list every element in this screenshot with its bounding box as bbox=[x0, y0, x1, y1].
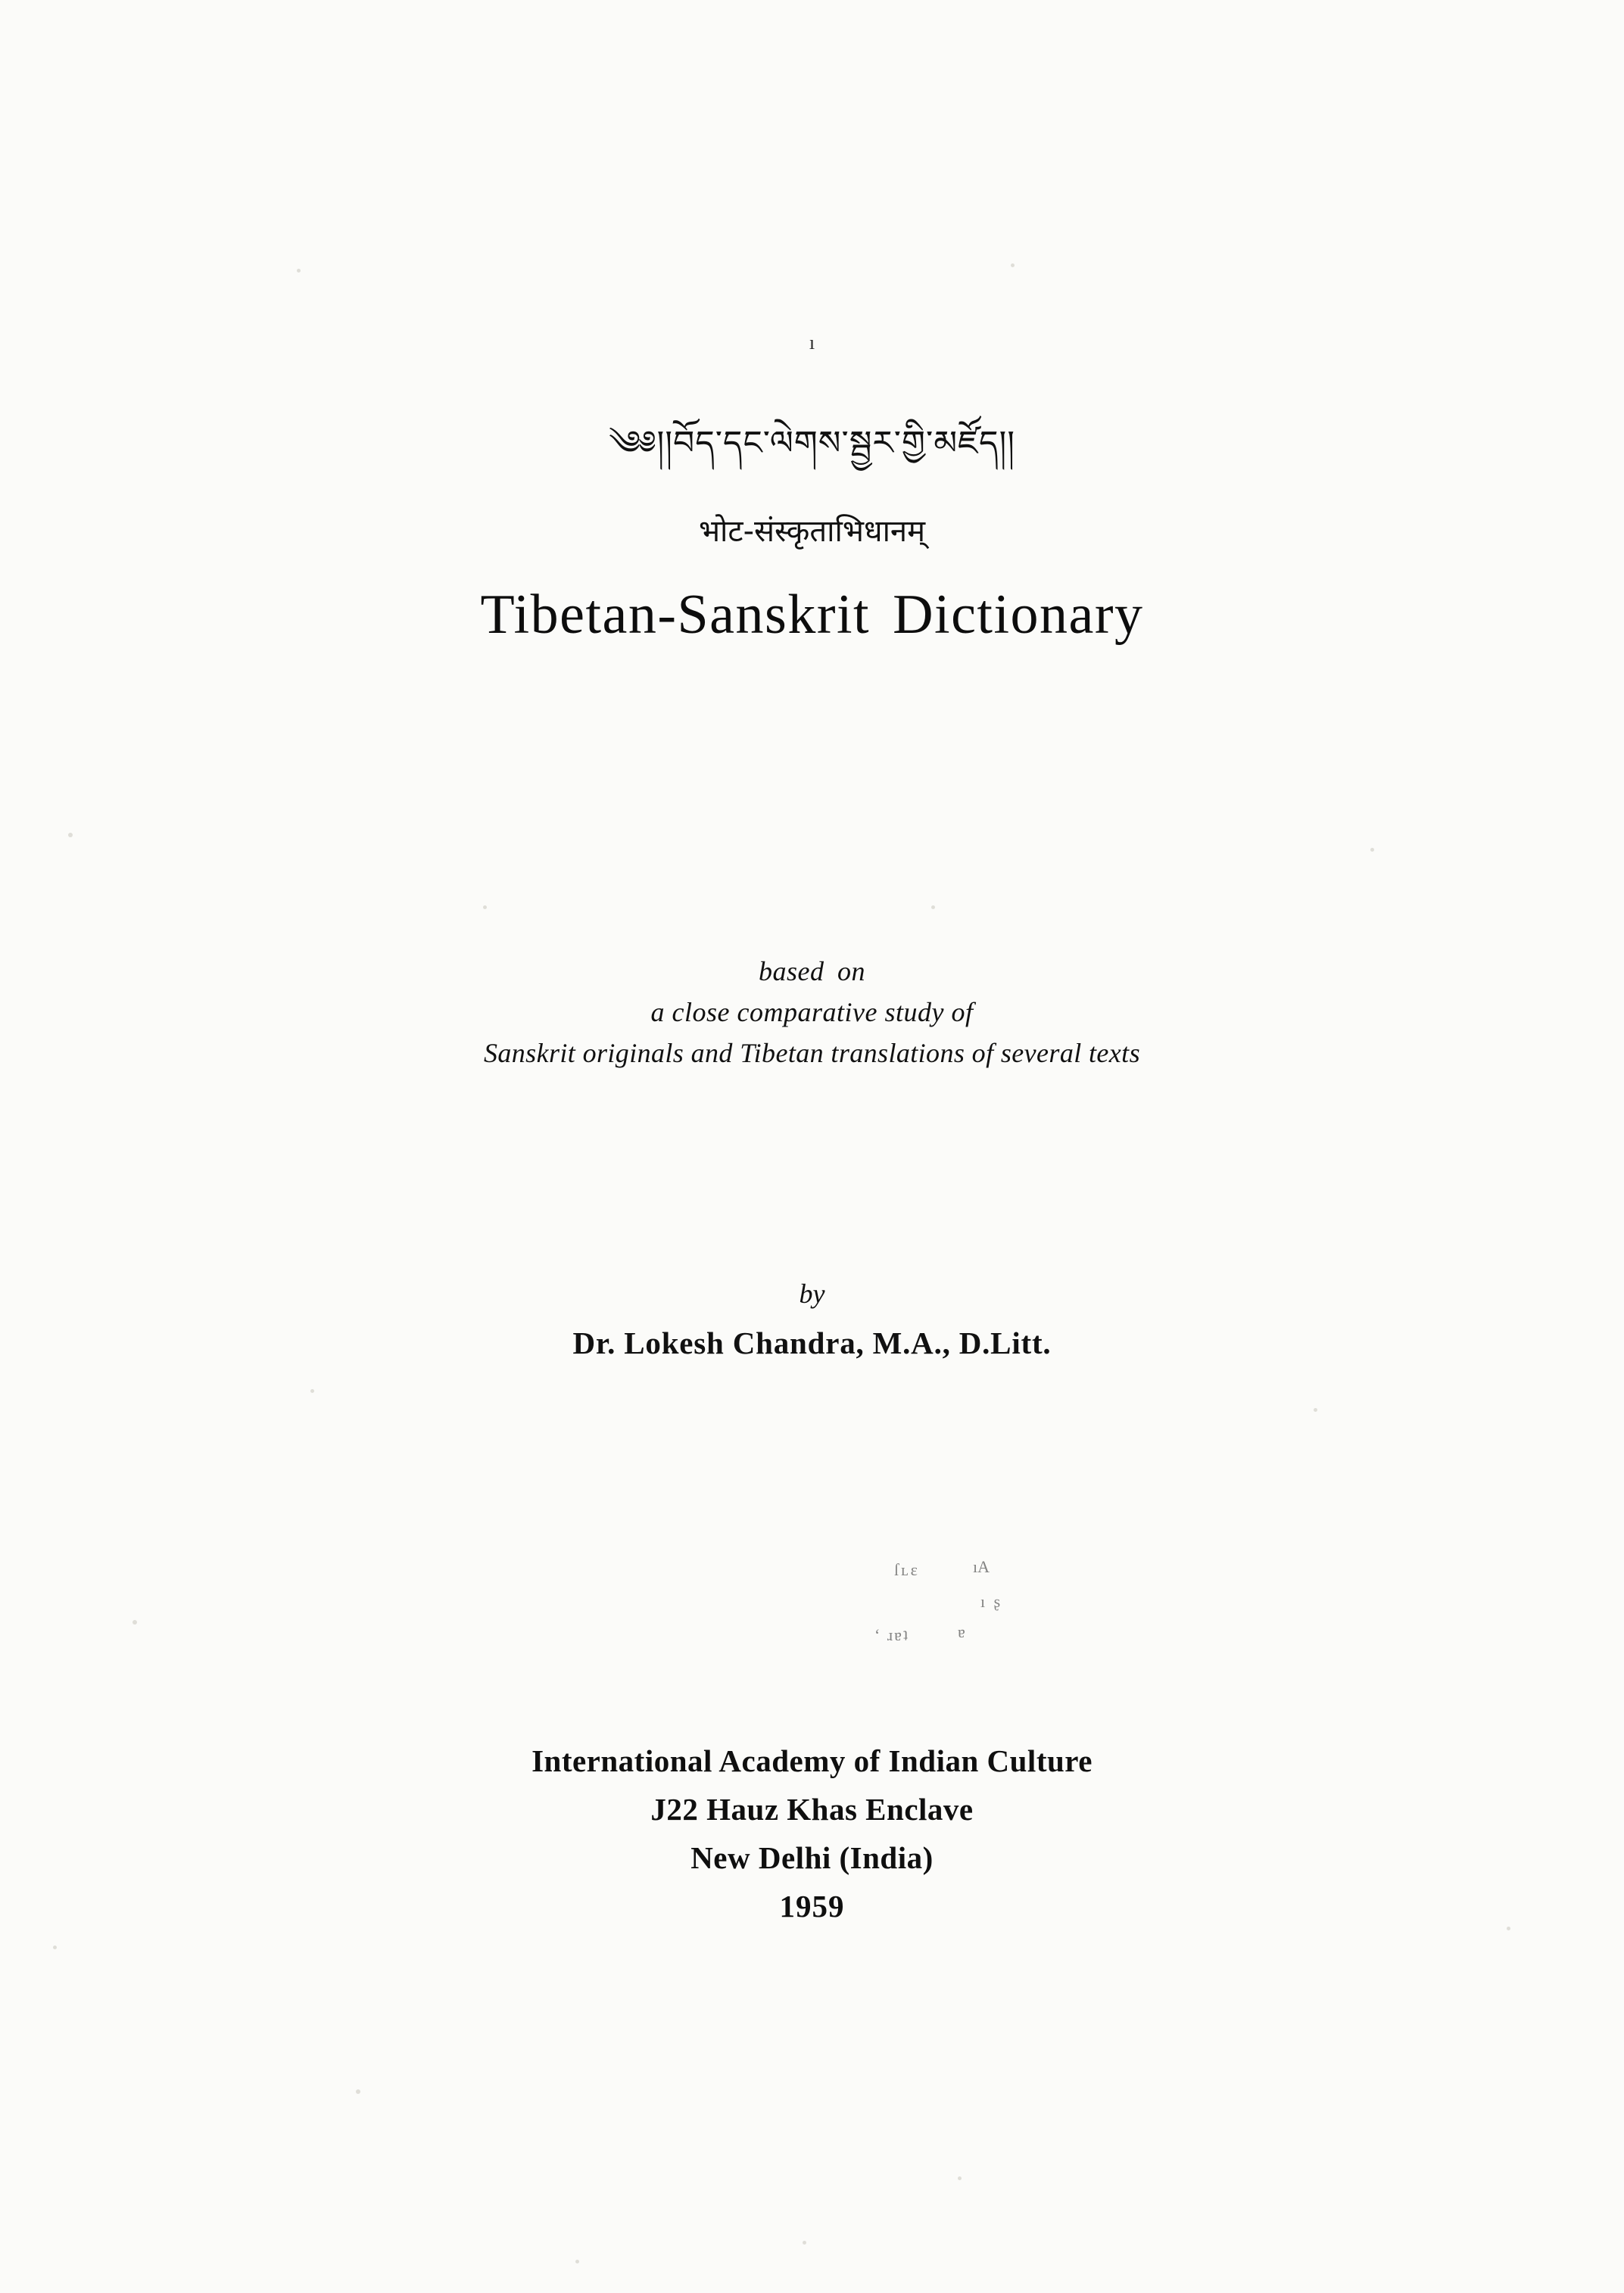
publisher-imprint-block bbox=[0, 1743, 1624, 1924]
tibetan-script-title: ༄༅།།བོད་དང་ལེགས་སྦྱར་གྱི་མཛོད།། bbox=[608, 424, 1016, 463]
faded-library-stamp bbox=[867, 1556, 1041, 1662]
subtitle-line-3: Sanskrit originals and Tibetan translations of several texts bbox=[483, 1038, 1140, 1068]
top-tick-mark: ı bbox=[809, 332, 815, 354]
publisher-address-line-1: J22 Hauz Khas Enclave bbox=[650, 1792, 974, 1827]
stamp-fragment-4: ʻ ɹɐʇ bbox=[874, 1625, 910, 1644]
byline-block bbox=[0, 1278, 1624, 1361]
publication-year: 1959 bbox=[779, 1889, 845, 1924]
devanagari-script-title: भोट-संस्कृताभिधानम् bbox=[698, 514, 926, 549]
subtitle-line-1: based on bbox=[759, 956, 865, 986]
page-title: Tibetan-Sanskrit Dictionary bbox=[480, 584, 1144, 646]
stamp-fragment-2: ıA bbox=[973, 1557, 990, 1576]
stamp-fragment-3: ı ʂ bbox=[980, 1592, 1003, 1611]
stamp-fragment-1: ſʟɛ bbox=[894, 1560, 920, 1579]
byline-preposition: by bbox=[799, 1279, 825, 1309]
subtitle-line-2: a close comparative study of bbox=[650, 997, 974, 1027]
author-name: Dr. Lokesh Chandra, M.A., D.Litt. bbox=[572, 1326, 1052, 1360]
publisher-name: International Academy of Indian Culture bbox=[531, 1743, 1093, 1778]
publisher-address-line-2: New Delhi (India) bbox=[690, 1840, 934, 1875]
stamp-fragment-5: ɐ bbox=[958, 1622, 965, 1641]
subtitle-block bbox=[0, 955, 1624, 1069]
